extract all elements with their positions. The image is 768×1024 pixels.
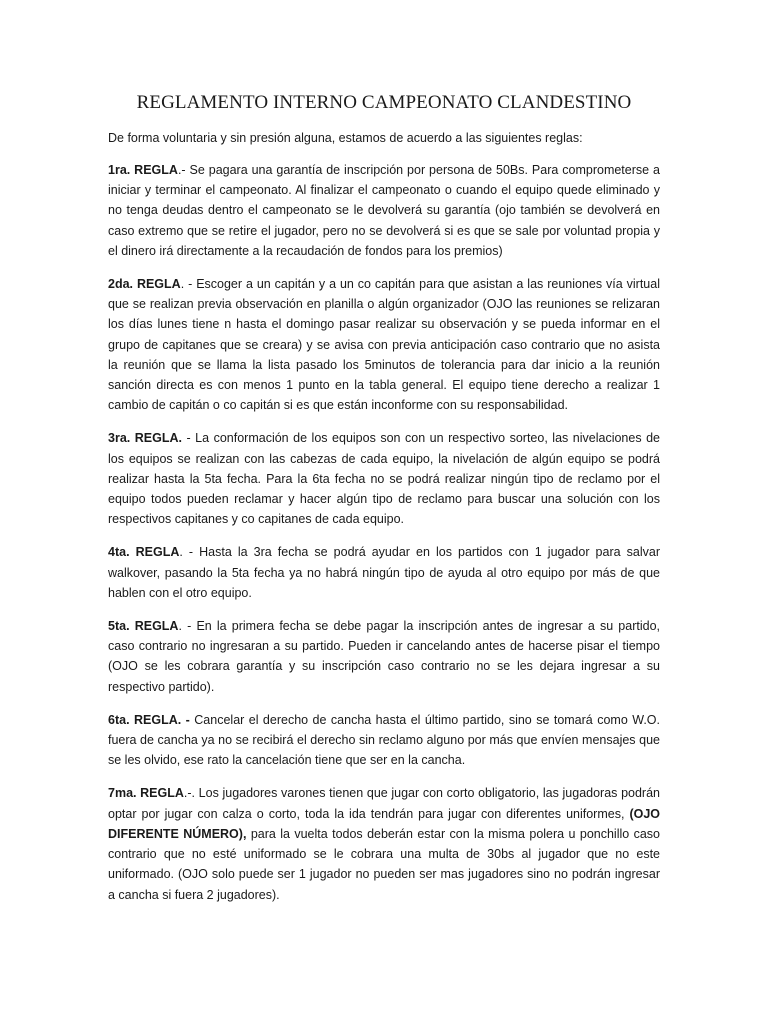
- rule-3-body: - La conformación de los equipos son con un respectivo sorteo, las nivelaciones de los equipos se realizan con las cabezas de cada equipo, la nivelación de algún equipo se podrá realizar hasta la 5ta fecha. Para la 6ta fecha no se podrá realizar ningún tipo de reclamo por el equipo todos pueden reclamar y hacer algún tipo de reclamo para buscar una solución con los respectivos capitanes y co capitanes de cada equipo.: [108, 431, 661, 527]
- rule-1-heading: 1ra. REGLA: [108, 163, 178, 177]
- rule-7-heading: 7ma. REGLA: [108, 786, 184, 801]
- rule-5-heading: 5ta. REGLA: [108, 619, 179, 634]
- rule-6-body: Cancelar el derecho de cancha hasta el último partido, sino se tomará como W.O. fuera de cancha ya no se recibirá el derecho sin reclamo alguno por más que envíen mensajes que se les olvido, ese rato la cancelación tiene que ser en la cancha.: [108, 712, 660, 768]
- rule-2-heading: 2da. REGLA: [108, 277, 181, 292]
- rule-5-body: . - En la primera fecha se debe pagar la inscripción antes de ingresar a su partido, caso contrario no ingresaran a su partido. Pueden ir cancelando antes de hacerse pisar el tiempo (OJO se les cobrara garantía y su inscripción caso contrario no se les dejara ingresar a su respectivo partido).: [108, 619, 661, 694]
- rule-7-emphasis: (OJO DIFERENTE NÚMERO),: [108, 806, 660, 841]
- rule-7: [108, 783, 660, 904]
- rule-3-heading: 3ra. REGLA.: [108, 431, 182, 446]
- rule-2-body: . - Escoger a un capitán y a un co capitán para que asistan a las reuniones vía virtual que se realizan previa observación en planilla o algún organizador (OJO las reuniones se relizaran los días lunes tiene n hasta el domingo pasar realizar su observación y se pueda informar en el grupo de capitanes que se creara) y se avisa con previa anticipación caso contrario que no asista la reunión que se llama la lista pasado los 5minutos de tolerancia para dar inicio a la reunión sanción directa es con menos 1 punto en la tabla general. El equipo tiene derecho a realizar 1 cambio de capitán o co capitán si es que están inconforme con su responsabilidad.: [108, 277, 660, 413]
- intro-paragraph: De forma voluntaria y sin presión alguna, estamos de acuerdo a las siguientes reglas:: [108, 131, 583, 145]
- rule-5: [108, 616, 660, 697]
- rule-3: [108, 428, 660, 529]
- rule-7-body-start: .-. Los jugadores varones tienen que jugar con corto obligatorio, las jugadoras podrán optar por jugar con calza o corto, toda la ida tendrán para jugar con diferentes uniformes,: [108, 786, 660, 821]
- rule-4-heading: 4ta. REGLA: [108, 545, 180, 560]
- rule-1-body: .- Se pagara una garantía de inscripción por persona de 50Bs. Para comprometerse a iniciar y terminar el campeonato. Al finalizar el campeonato o cuando el equipo quede eliminado y no tenga deudas dentro el campeonato se le devolverá su garantía (ojo también se devolverá en caso extremo que se retire el jugador, pero no se devolverá si es que se sale por voluntad propia y el dinero irá directamente a la recaudación de fondos para los premios): [108, 163, 660, 258]
- rule-1: [108, 160, 660, 261]
- rule-4-body: . - Hasta la 3ra fecha se podrá ayudar en los partidos con 1 jugador para salvar walkover, pasando la 5ta fecha ya no habrá ningún tipo de ayuda al otro equipo por más de que hablen con el otro equipo.: [108, 545, 660, 600]
- rule-4: [108, 542, 660, 603]
- rule-2: [108, 274, 660, 415]
- document-page: [108, 92, 660, 918]
- document-title: REGLAMENTO INTERNO CAMPEONATO CLANDESTINO: [136, 92, 632, 113]
- rule-6-heading: 6ta. REGLA. -: [108, 712, 190, 727]
- rule-6: [108, 710, 660, 771]
- rule-7-body-end: para la vuelta todos deberán estar con la misma polera u ponchillo caso contrario que no esté uniformado se le cobrara una multa de 30bs al jugador que no este uniformado. (OJO solo puede ser 1 jugador no pueden ser mas jugadores sino no podrán ingresar a cancha si fuera 2 jugadores).: [108, 826, 661, 902]
